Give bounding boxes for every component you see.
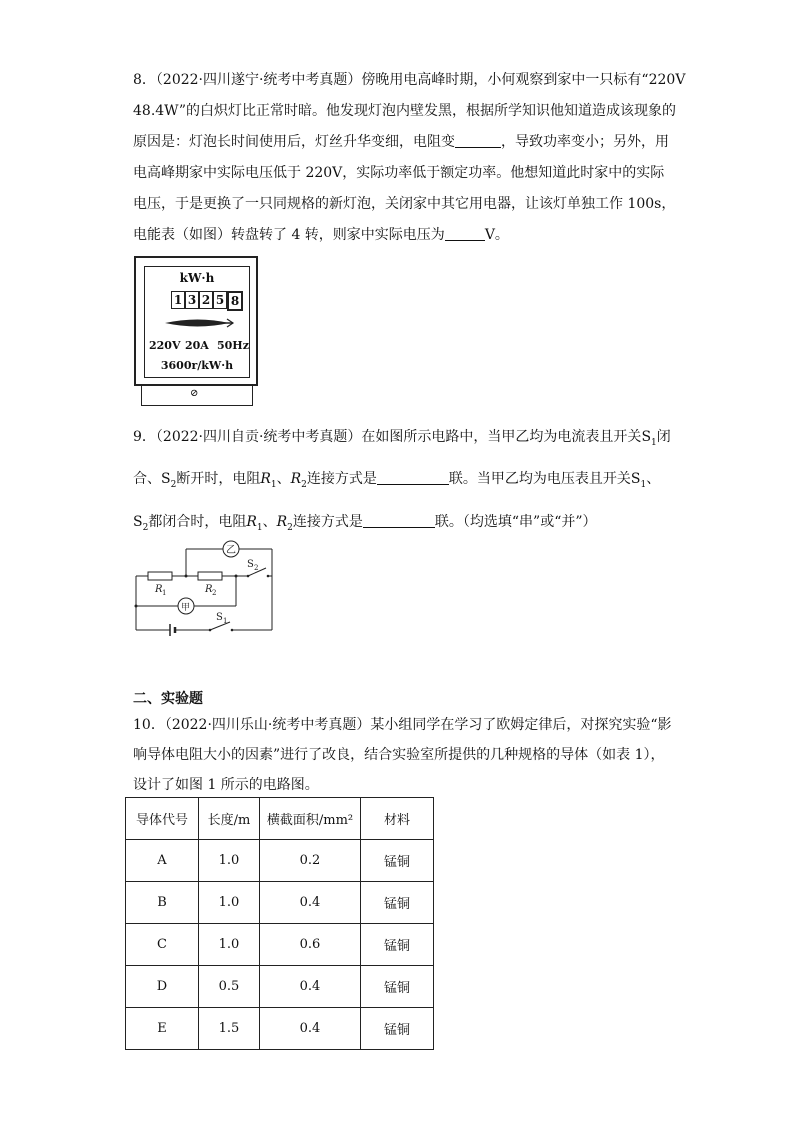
circuit-diagram xyxy=(130,538,280,638)
meter-base xyxy=(141,386,253,406)
q8-text: V。 xyxy=(484,227,509,243)
table-cell: 锰铜 xyxy=(361,840,434,882)
symbol-R: R xyxy=(246,514,257,530)
meter-face xyxy=(144,266,250,378)
subscript: 2 xyxy=(142,522,149,533)
resistor-r2 xyxy=(198,572,222,580)
answer-blank[interactable] xyxy=(455,133,501,148)
q9-line-2 xyxy=(133,468,660,490)
subscript: 2 xyxy=(170,479,177,490)
q8-line-2: 48.4W”的白炽灯比正常时暗。他发现灯泡内壁发黑，根据所学知识他知道造成该现象的 xyxy=(133,103,676,119)
answer-blank[interactable] xyxy=(377,470,449,485)
subscript: 2 xyxy=(301,479,307,490)
q9-text: 连接方式是 xyxy=(306,471,377,487)
q8-text: 电能表（如图）转盘转了 4 转，则家中实际电压为 xyxy=(133,227,445,243)
resistor-r1 xyxy=(148,572,172,580)
meter-frequency: 50Hz xyxy=(217,339,249,352)
label-s1: S xyxy=(216,612,223,623)
table-cell: 0.6 xyxy=(260,924,361,966)
table-row xyxy=(126,966,434,1008)
knob-icon: ⊘ xyxy=(190,388,199,399)
q9-line-3 xyxy=(133,511,597,533)
meter-rate: 3600r/kW·h xyxy=(160,359,234,372)
table-cell: C xyxy=(126,924,199,966)
meter-unit: kW·h xyxy=(179,271,215,285)
q9-text: 联。（均选填“串”或“并”） xyxy=(434,514,597,530)
q8-line-3 xyxy=(133,131,669,151)
answer-blank[interactable] xyxy=(363,513,435,528)
meter-current: 20A xyxy=(185,339,209,352)
column-header: 长度/m xyxy=(199,798,260,840)
q9-text: 、 xyxy=(646,471,661,487)
table-row xyxy=(126,1008,434,1050)
q8-line-6 xyxy=(133,224,509,244)
symbol-S: S xyxy=(133,514,143,530)
subscript: 1 xyxy=(640,479,647,490)
q9-text: 9．（2022·四川自贡·统考中考真题）在如图所示电路中，当甲乙均为电流表且开关 xyxy=(133,429,642,445)
q10-line-1: 10．（2022·四川乐山·统考中考真题）某小组同学在学习了欧姆定律后，对探究实验“影 xyxy=(133,717,672,733)
table-cell: E xyxy=(126,1008,199,1050)
meter-reading xyxy=(171,291,243,311)
electric-meter-figure xyxy=(134,256,258,386)
conductor-table xyxy=(125,797,434,1050)
label-r1: R xyxy=(155,584,163,595)
label-r2-sub: 2 xyxy=(212,589,217,597)
q8-text: ，导致功率变小；另外，用 xyxy=(501,134,669,150)
column-header: 导体代号 xyxy=(126,798,199,840)
answer-blank[interactable] xyxy=(445,226,485,241)
table-cell: 0.5 xyxy=(199,966,260,1008)
q9-text: 都闭合时，电阻 xyxy=(148,514,247,530)
label-s1-sub: 1 xyxy=(223,617,228,625)
table-cell: 0.4 xyxy=(260,966,361,1008)
meter-digit: 5 xyxy=(213,291,227,309)
q9-text: 闭 xyxy=(656,429,671,445)
table-cell: 1.0 xyxy=(199,924,260,966)
subscript: 1 xyxy=(270,479,277,490)
q9-text: 联。当甲乙均为电压表且开关 xyxy=(448,471,631,487)
table-cell: 锰铜 xyxy=(361,1008,434,1050)
table-cell: 锰铜 xyxy=(361,924,434,966)
q9-text: 、 xyxy=(262,514,277,530)
table-cell: 1.0 xyxy=(199,840,260,882)
meter-digit-decimal: 8 xyxy=(227,291,243,311)
subscript: 1 xyxy=(256,522,263,533)
symbol-R: R xyxy=(290,471,302,487)
meter-digit: 3 xyxy=(185,291,199,309)
q9-text: 、 xyxy=(276,471,291,487)
meter-digit: 2 xyxy=(199,291,213,309)
subscript: 2 xyxy=(287,522,293,533)
subscript: 1 xyxy=(651,437,657,448)
symbol-S: S xyxy=(630,471,641,487)
table-row xyxy=(126,882,434,924)
q9-text: 断开时，电阻 xyxy=(176,471,261,487)
q8-line-5: 电压，于是更换了一只同规格的新灯泡，关闭家中其它用电器，让该灯单独工作 100s， xyxy=(133,196,676,212)
q8-text: 原因是：灯泡长时间使用后，灯丝升华变细，电阻变 xyxy=(133,134,455,150)
symbol-R: R xyxy=(276,514,288,530)
q8-line-4: 电高峰期家中实际电压低于 220V，实际功率低于额定功率。他想知道此时家中的实际 xyxy=(133,165,665,181)
table-header-row xyxy=(126,798,434,840)
q10-line-2: 响导体电阻大小的因素”进行了改良，结合实验室所提供的几种规格的导体（如表 1）， xyxy=(133,747,665,763)
label-jia: 甲 xyxy=(181,603,191,613)
table-cell: D xyxy=(126,966,199,1008)
meter-voltage: 220V xyxy=(149,339,181,352)
table-row xyxy=(126,840,434,882)
q9-line-1 xyxy=(133,426,671,448)
table-row xyxy=(126,924,434,966)
meter-digit: 1 xyxy=(171,291,185,309)
rotating-disc-icon xyxy=(161,317,235,329)
table-cell: 0.2 xyxy=(260,840,361,882)
table-cell: 0.4 xyxy=(260,1008,361,1050)
q9-text: 连接方式是 xyxy=(292,514,363,530)
symbol-S: S xyxy=(161,471,171,487)
q8-line-1: 8．（2022·四川遂宁·统考中考真题）傍晚用电高峰时期，小何观察到家中一只标有“220V xyxy=(133,72,686,88)
label-s2: S xyxy=(247,559,254,570)
section-heading: 二、实验题 xyxy=(133,691,203,707)
table-cell: B xyxy=(126,882,199,924)
table-cell: A xyxy=(126,840,199,882)
symbol-R: R xyxy=(260,471,271,487)
label-s2-sub: 2 xyxy=(254,564,259,572)
label-yi: 乙 xyxy=(226,545,236,556)
table-cell: 1.5 xyxy=(199,1008,260,1050)
q10-line-3: 设计了如图 1 所示的电路图。 xyxy=(133,777,319,793)
label-r2: R xyxy=(205,584,213,595)
q9-text: 合、 xyxy=(133,471,161,487)
table-cell: 锰铜 xyxy=(361,882,434,924)
table-cell: 1.0 xyxy=(199,882,260,924)
column-header: 横截面积/mm² xyxy=(260,798,361,840)
column-header: 材料 xyxy=(361,798,434,840)
table-cell: 0.4 xyxy=(260,882,361,924)
label-r1-sub: 1 xyxy=(162,589,167,597)
table-cell: 锰铜 xyxy=(361,966,434,1008)
symbol-S: S xyxy=(641,429,652,445)
